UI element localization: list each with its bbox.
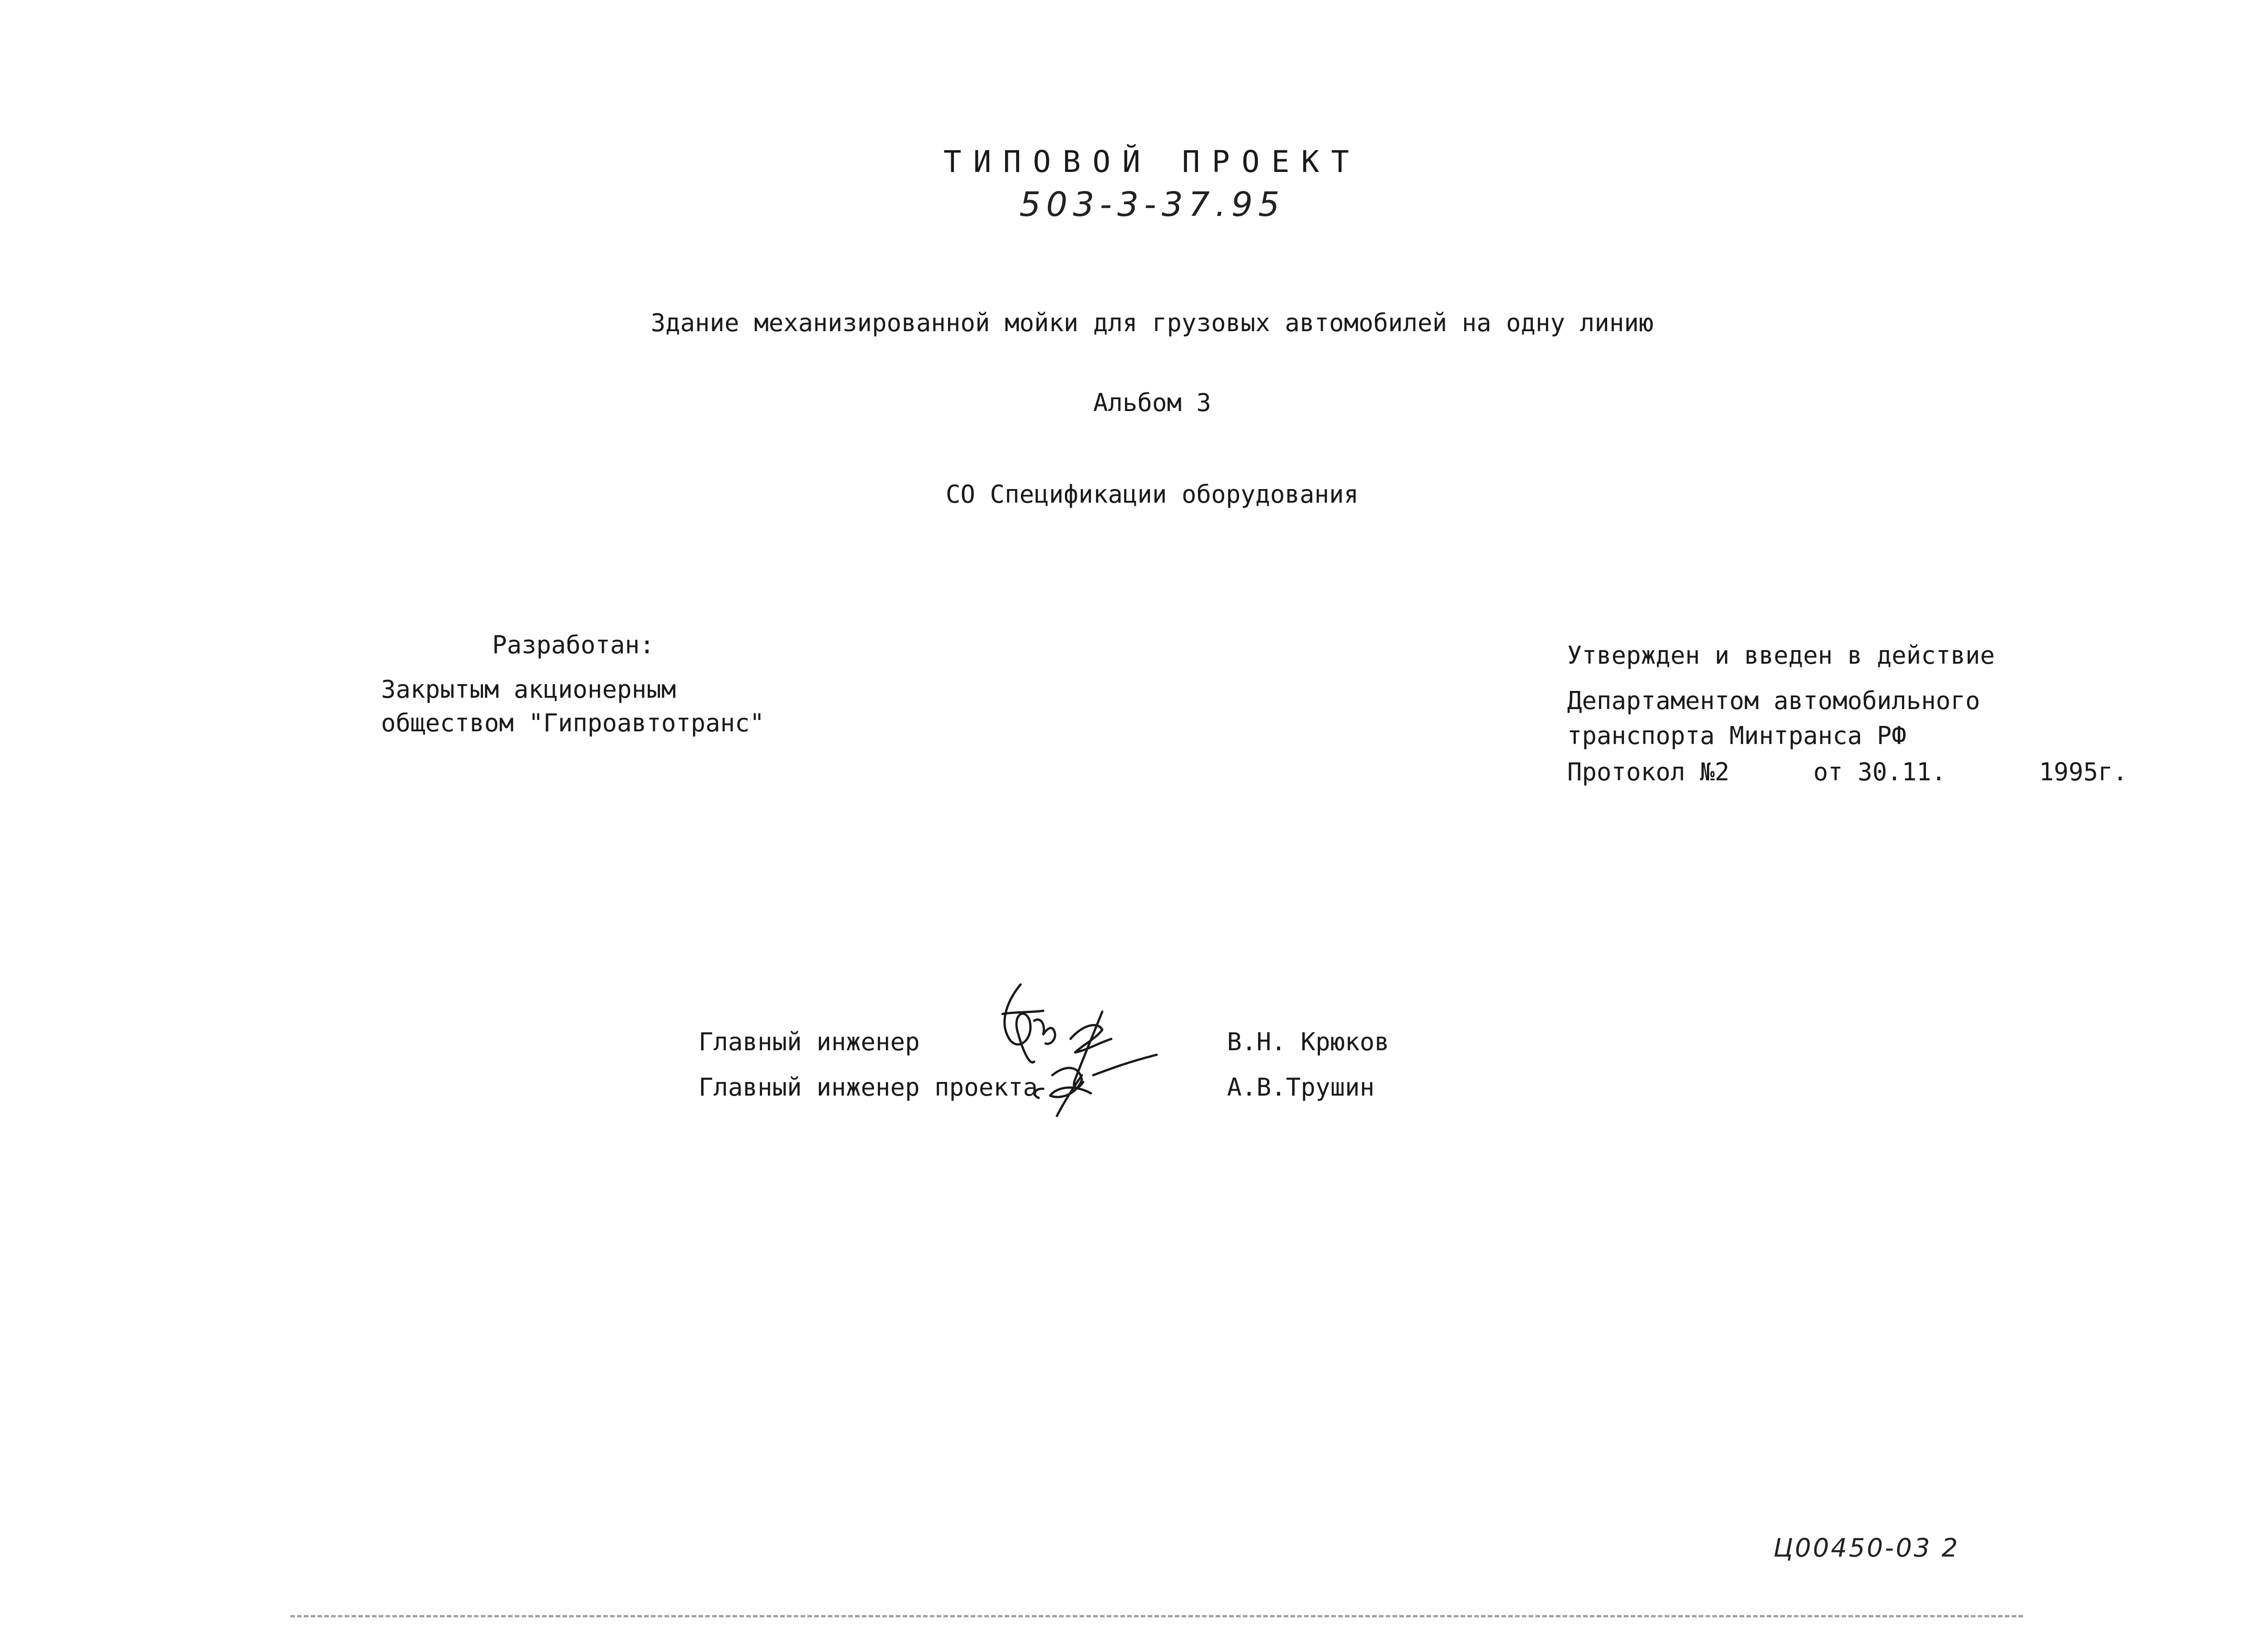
developer-line-2: обществом "Гипроавтотранс" bbox=[381, 709, 765, 737]
scan-artifact-divider bbox=[290, 1615, 2023, 1617]
signature-name-chief-engineer: В.Н. Крюков bbox=[1227, 1028, 1389, 1056]
developer-heading: Разработан: bbox=[492, 631, 655, 659]
protocol-number: Протокол №2 bbox=[1567, 758, 1730, 786]
protocol-date: от 30.11. bbox=[1813, 758, 1946, 786]
handwritten-signature-icon bbox=[966, 971, 1184, 1125]
project-number: 503-3-37.95 bbox=[1019, 185, 1285, 224]
developer-line-1: Закрытым акционерным bbox=[381, 675, 676, 704]
section-title: СО Спецификации оборудования bbox=[945, 480, 1359, 509]
approval-line-1: Департаментом автомобильного bbox=[1567, 686, 1980, 715]
approval-heading: Утвержден и введен в действие bbox=[1567, 641, 1995, 670]
document-code: Ц00450-03 2 bbox=[1773, 1533, 1960, 1563]
signature-name-chief-project-engineer: А.В.Трушин bbox=[1227, 1073, 1375, 1102]
album-number: Альбом 3 bbox=[1093, 388, 1212, 417]
document-title: ТИПОВОЙ ПРОЕКТ bbox=[943, 144, 1361, 179]
approval-protocol-line bbox=[1567, 758, 2127, 786]
signature-role-chief-engineer: Главный инженер bbox=[699, 1028, 920, 1056]
document-subtitle: Здание механизированной мойки для грузовых автомобилей на одну линию bbox=[650, 308, 1654, 337]
approval-line-2: транспорта Минтранса РФ bbox=[1567, 721, 1906, 750]
protocol-year: 1995г. bbox=[2039, 758, 2128, 786]
signature-role-chief-project-engineer: Главный инженер проекта bbox=[699, 1073, 1038, 1102]
